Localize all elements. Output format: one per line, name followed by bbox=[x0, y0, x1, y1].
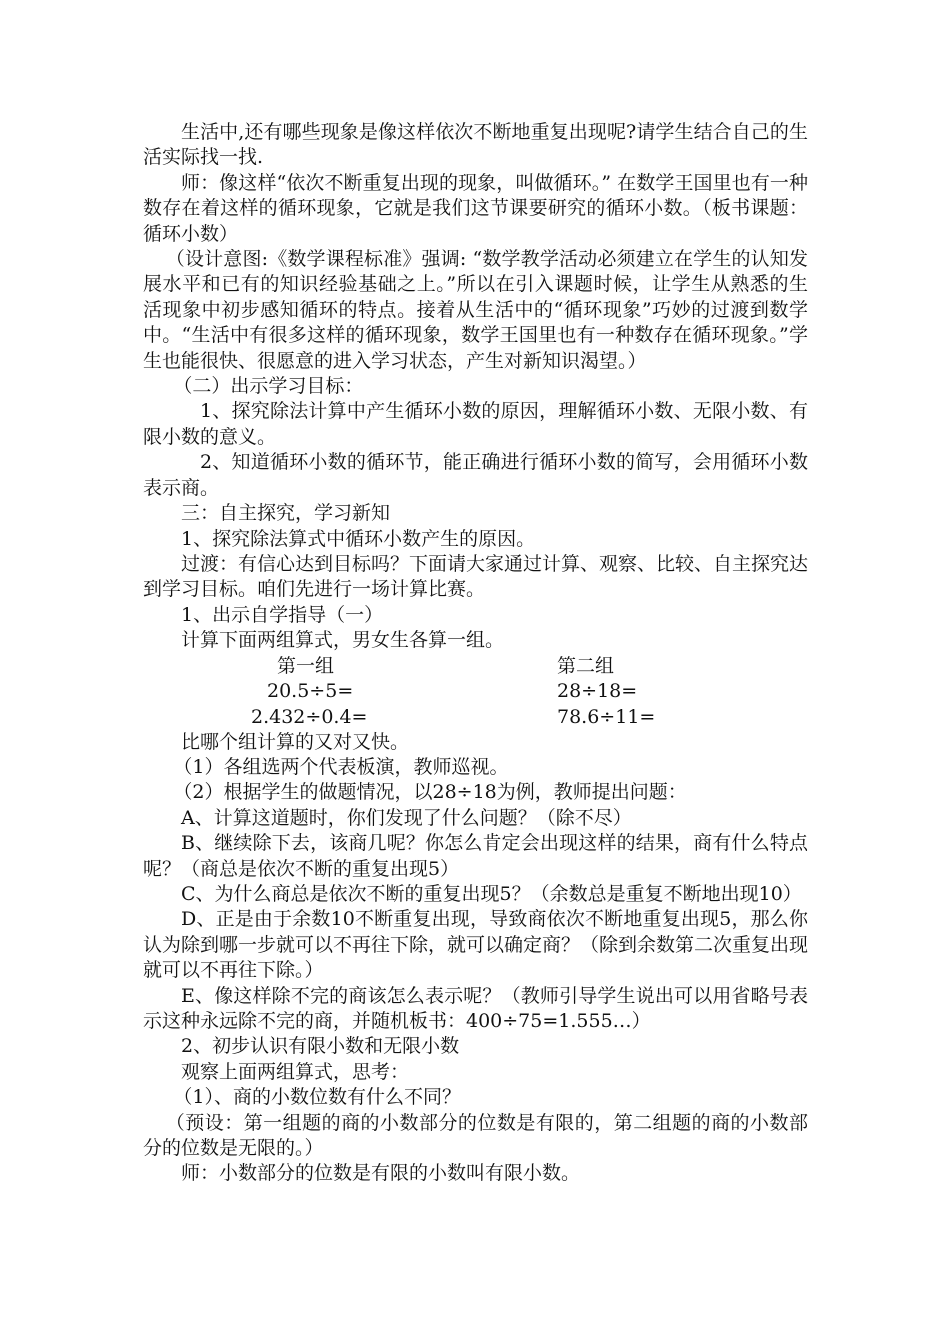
design-intent-paragraph: （设计意图:《数学课程标准》强调: “数学教学活动必须建立在学生的认知发展水平和已有的知识经验基础之上。”所以在引入课题时候，让学生从熟悉的生活现象中初步感知循环的特点。接着从生活中的“循环现象”巧妙的过渡到数学中。“生活中有很多这样的循环现象，数学王国里也有一种数存在循环现象。”学生也能很快、很愿意的进入学习状态，产生对新知识渴望。） bbox=[143, 248, 808, 372]
question-item: A、计算这道题时，你们发现了什么问题？（除不尽） bbox=[181, 806, 632, 829]
group2-item: 28÷18= bbox=[557, 679, 638, 702]
document-page bbox=[143, 120, 808, 1187]
section-heading: 三：自主探究，学习新知 bbox=[181, 502, 391, 525]
paragraph: 1、出示自学指导（一） bbox=[181, 603, 384, 626]
paragraph: 师：像这样“依次不断重复出现的现象，叫做循环。” 在数学王国里也有一种数存在着这样的循环现象，它就是我们这节课要研究的循环小数。（板书课题：循环小数） bbox=[143, 171, 808, 245]
group1-title: 第一组 bbox=[277, 654, 335, 677]
group1-item: 20.5÷5= bbox=[267, 679, 354, 702]
paragraph: 观察上面两组算式，思考： bbox=[181, 1060, 410, 1083]
question-item: D、正是由于余数10不断重复出现，导致商依次不断地重复出现5，那么你认为除到哪一步就可以不再往下除，就可以确定商？（除到余数第二次重复出现就可以不再往下除。） bbox=[143, 908, 809, 982]
paragraph: 师：小数部分的位数是有限的小数叫有限小数。 bbox=[181, 1162, 581, 1185]
paragraph: （预设：第一组题的商的小数部分的位数是有限的，第二组题的商的小数部分的位数是无限的。） bbox=[143, 1111, 808, 1160]
question-item: C、为什么商总是依次不断的重复出现5？（余数总是重复不断地出现10） bbox=[181, 882, 802, 905]
group2-item: 78.6÷11= bbox=[557, 705, 656, 728]
paragraph: 生活中,还有哪些现象是像这样依次不断地重复出现呢?请学生结合自己的生活实际找一找. bbox=[143, 121, 808, 169]
paragraph: 1、探究除法算式中循环小数产生的原因。 bbox=[181, 527, 536, 550]
paragraph: 比哪个组计算的又对又快。 bbox=[181, 730, 410, 753]
section-heading: （二）出示学习目标： bbox=[173, 375, 364, 398]
group2-title: 第二组 bbox=[557, 654, 615, 677]
section-heading: 2、初步认识有限小数和无限小数 bbox=[181, 1035, 460, 1058]
paragraph: 过渡：有信心达到目标吗？下面请大家通过计算、观察、比较、自主探究达到学习目标。咱们先进行一场计算比赛。 bbox=[143, 552, 809, 601]
objective-item: 1、探究除法计算中产生循环小数的原因，理解循环小数、无限小数、有限小数的意义。 bbox=[143, 400, 808, 448]
exercise-groups bbox=[143, 654, 808, 730]
question-item: B、继续除下去，该商几呢？你怎么肯定会出现这样的结果，商有什么特点呢？（商总是依次不断的重复出现5） bbox=[143, 832, 808, 880]
step-item: （1）各组选两个代表板演，教师巡视。 bbox=[173, 755, 509, 778]
step-item: （1）、商的小数位数有什么不同？ bbox=[173, 1086, 461, 1109]
group1-item: 2.432÷0.4= bbox=[251, 705, 368, 728]
step-item: （2）根据学生的做题情况，以28÷18为例，教师提出问题： bbox=[173, 781, 687, 804]
question-item: E、像这样除不完的商该怎么表示呢？（教师引导学生说出可以用省略号表示这种永远除不完的商，并随机板书：400÷75=1.555…） bbox=[143, 984, 808, 1032]
objective-item: 2、知道循环小数的循环节，能正确进行循环小数的简写，会用循环小数表示商。 bbox=[143, 451, 808, 499]
paragraph: 计算下面两组算式，男女生各算一组。 bbox=[181, 629, 505, 652]
